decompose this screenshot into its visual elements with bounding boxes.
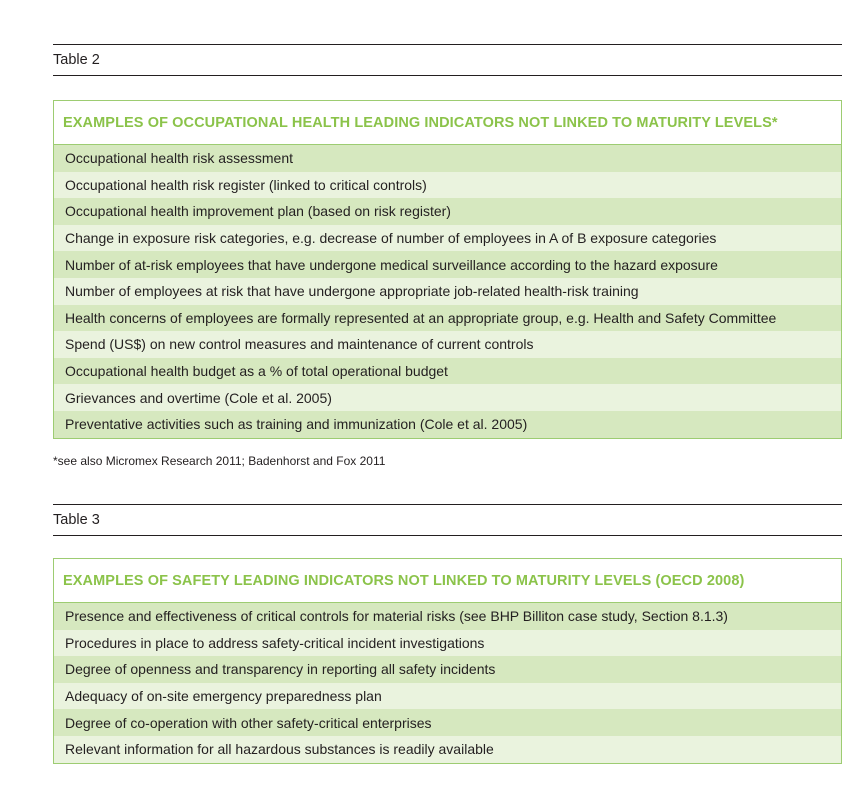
table-row: Health concerns of employees are formally represented at an appropriate group, e.g. Health and Safety Committee	[54, 305, 841, 332]
table2-body	[54, 145, 841, 438]
table-row: Relevant information for all hazardous substances is readily available	[54, 736, 841, 763]
table-row: Occupational health risk register (linked to critical controls)	[54, 172, 841, 199]
table3-caption: Table 3	[53, 512, 100, 528]
table-row: Degree of co-operation with other safety-critical enterprises	[54, 709, 841, 736]
table-row: Adequacy of on-site emergency preparedness plan	[54, 683, 841, 710]
table2-header: EXAMPLES OF OCCUPATIONAL HEALTH LEADING INDICATORS NOT LINKED TO MATURITY LEVELS*	[54, 101, 841, 145]
table3	[53, 558, 842, 764]
table2-caption: Table 2	[53, 52, 100, 68]
table-row: Procedures in place to address safety-critical incident investigations	[54, 630, 841, 657]
table2-caption-rule	[53, 44, 842, 76]
table-row: Change in exposure risk categories, e.g. decrease of number of employees in A of B exposure categories	[54, 225, 841, 252]
table-row: Occupational health improvement plan (based on risk register)	[54, 198, 841, 225]
table3-header: EXAMPLES OF SAFETY LEADING INDICATORS NOT LINKED TO MATURITY LEVELS (OECD 2008)	[54, 559, 841, 603]
table-row: Occupational health risk assessment	[54, 145, 841, 172]
table-row: Number of employees at risk that have undergone appropriate job-related health-risk training	[54, 278, 841, 305]
table-row: Grievances and overtime (Cole et al. 2005)	[54, 384, 841, 411]
table2	[53, 100, 842, 439]
table-row: Occupational health budget as a % of total operational budget	[54, 358, 841, 385]
table-row: Presence and effectiveness of critical controls for material risks (see BHP Billiton case study, Section 8.1.3)	[54, 603, 841, 630]
table-row: Spend (US$) on new control measures and maintenance of current controls	[54, 331, 841, 358]
table-row: Number of at-risk employees that have undergone medical surveillance according to the hazard exposure	[54, 251, 841, 278]
table2-footnote: *see also Micromex Research 2011; Badenhorst and Fox 2011	[53, 454, 386, 468]
table-row: Degree of openness and transparency in reporting all safety incidents	[54, 656, 841, 683]
table-row: Preventative activities such as training and immunization (Cole et al. 2005)	[54, 411, 841, 438]
table3-body	[54, 603, 841, 763]
table3-caption-rule	[53, 504, 842, 536]
